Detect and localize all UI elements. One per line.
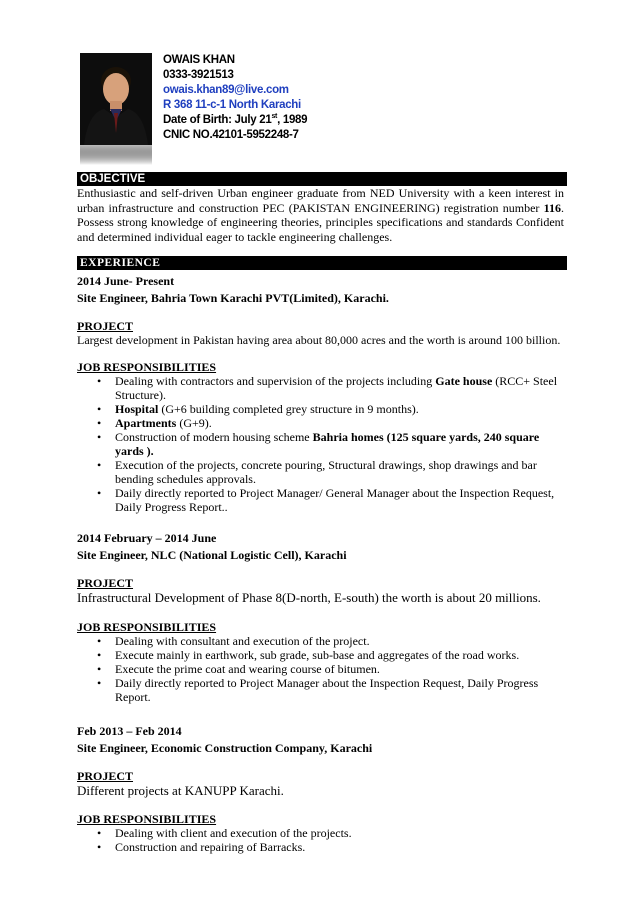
resp-text: Daily directly reported to Project Manager/ General Manager about the Inspection Request, Daily Progress Report.. <box>115 486 555 514</box>
job-3-title: Site Engineer, Economic Construction Company, Karachi <box>77 741 373 755</box>
job-1-project-heading: PROJECT <box>77 319 134 333</box>
job-1-period: 2014 June- Present <box>77 274 175 288</box>
bullet-icon: • <box>97 458 102 472</box>
job-2-project-heading: PROJECT <box>77 576 134 590</box>
bullet-icon: • <box>97 486 102 500</box>
resp-text: Dealing with contractors and supervision of the projects including <box>115 374 436 388</box>
bullet-icon: • <box>97 430 102 444</box>
list-item <box>77 648 564 662</box>
job-3-project-text: Different projects at KANUPP Karachi. <box>77 783 284 798</box>
resp-emphasis: Apartments <box>115 416 177 430</box>
bullet-icon: • <box>97 634 102 648</box>
list-item <box>77 826 564 840</box>
list-item <box>77 486 564 514</box>
job-1-project-text: Largest development in Pakistan having area about 80,000 acres and the worth is around 100 billion. <box>77 333 561 347</box>
list-item <box>77 662 564 676</box>
job-1-title: Site Engineer, Bahria Town Karachi PVT(Limited), Karachi. <box>77 291 389 305</box>
resp-text: (G+6 building completed grey structure in 9 months). <box>158 402 419 416</box>
experience-heading: EXPERIENCE <box>77 256 567 270</box>
job-1-responsibilities-heading: JOB RESPONSIBILITIES <box>77 360 217 374</box>
resp-text: Execute mainly in earthwork, sub grade, sub-base and aggregates of the road works. <box>115 648 520 662</box>
job-3-period: Feb 2013 – Feb 2014 <box>77 724 182 738</box>
resp-text: Daily directly reported to Project Manager about the Inspection Request, Daily Progress Report. <box>115 676 539 704</box>
objective-heading: OBJECTIVE <box>77 172 567 186</box>
date-of-birth <box>163 113 307 128</box>
bullet-icon: • <box>97 648 102 662</box>
job-2-period: 2014 February – 2014 June <box>77 531 217 545</box>
list-item <box>77 634 564 648</box>
objective-text <box>77 186 564 244</box>
bullet-icon: • <box>97 374 102 388</box>
bullet-icon: • <box>97 402 102 416</box>
dob-year: , 1989 <box>277 114 308 126</box>
bullet-icon: • <box>97 662 102 676</box>
bullet-icon: • <box>97 416 102 430</box>
profile-photo <box>80 53 152 165</box>
contact-block <box>163 53 307 143</box>
resp-text: Construction of modern housing scheme <box>115 430 313 444</box>
resp-emphasis: Bahria homes (125 square yards, 240 square yards ). <box>115 430 540 458</box>
job-1-responsibilities-list <box>77 374 564 514</box>
list-item <box>77 374 564 402</box>
list-item <box>77 402 564 416</box>
candidate-name: OWAIS KHAN <box>163 54 235 66</box>
list-item <box>77 458 564 486</box>
email-address[interactable]: owais.khan89@live.com <box>163 84 289 96</box>
resp-text: (RCC+ Steel Structure). <box>115 374 558 402</box>
job-2-responsibilities-list <box>77 634 564 704</box>
list-item <box>77 430 564 458</box>
list-item <box>77 840 564 854</box>
pec-registration-number: 116 <box>543 200 561 215</box>
job-3-responsibilities-list <box>77 826 564 854</box>
list-item <box>77 676 564 704</box>
resp-text: (G+9). <box>176 416 212 430</box>
bullet-icon: • <box>97 840 102 854</box>
job-3-project-heading: PROJECT <box>77 769 134 783</box>
resp-emphasis: Hospital <box>115 402 159 416</box>
resp-text: Execution of the projects, concrete pouring, Structural drawings, shop drawings and bar bending schedules approvals. <box>115 458 537 486</box>
phone-number: 0333-3921513 <box>163 69 234 81</box>
job-3-responsibilities-heading: JOB RESPONSIBILITIES <box>77 812 217 826</box>
job-2-responsibilities-heading: JOB RESPONSIBILITIES <box>77 620 217 634</box>
list-item <box>77 416 564 430</box>
bullet-icon: • <box>97 676 102 690</box>
job-2-title: Site Engineer, NLC (National Logistic Cell), Karachi <box>77 548 347 562</box>
objective-text-end: . Possess strong knowledge of engineering theories, principles specifications and standards Confident and determined individual eager to tackle engineering challenges. <box>77 200 564 244</box>
dob-text: Date of Birth: July 21 <box>163 114 272 126</box>
job-2-project-text: Infrastructural Development of Phase 8(D-north, E-south) the worth is about 20 millions. <box>77 590 541 605</box>
objective-text-start: Enthusiastic and self-driven Urban engineer graduate from NED University with a keen interest in urban infrastructure and construction PEC (PAKISTAN ENGINEERING) registration number <box>77 186 564 215</box>
resp-text: Construction and repairing of Barracks. <box>115 840 306 854</box>
resp-emphasis: Gate house <box>435 374 493 388</box>
bullet-icon: • <box>97 826 102 840</box>
resp-text: Execute the prime coat and wearing course of bitumen. <box>115 662 380 676</box>
resp-text: Dealing with consultant and execution of the project. <box>115 634 370 648</box>
resp-text: Dealing with client and execution of the projects. <box>115 826 352 840</box>
cnic-number: CNIC NO.42101-5952248-7 <box>163 129 299 141</box>
dob-superscript: st <box>271 113 278 121</box>
home-address: R 368 11-c-1 North Karachi <box>163 99 301 111</box>
